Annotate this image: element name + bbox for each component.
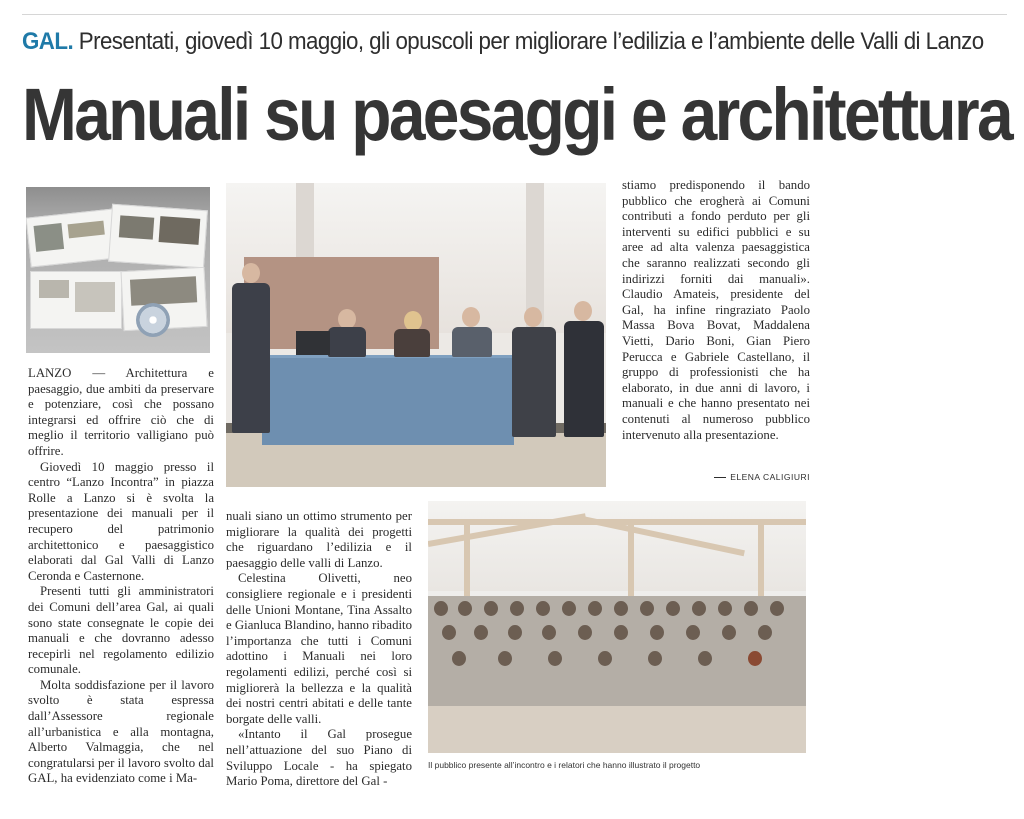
top-rule [22,14,1007,15]
paragraph: Molta soddisfazione per il lavoro svolto è stata espressa dall’Assessore regionale all’urbanistica e alla montagna, Alberto Valmaggia, che nel congratularsi per il lavoro svolto dal GAL, ha evidenziato come i Ma- [28,677,214,786]
paragraph: Giovedì 10 maggio presso il centro “Lanzo Incontra” in piazza Rolle a Lanzo si è svolta la presentazione dei manuali per il recupero del patrimonio architettonico e paesaggistico elaborati dal Gal Valli di Lanzo Ceronda e Casternone. [28,459,214,583]
manual-booklet [108,204,208,269]
byline-dash [714,477,726,478]
article-kicker [22,26,984,58]
article-column-2 [226,509,412,790]
article-column-3 [622,178,810,443]
photo-caption: Il pubblico presente all’incontro e i relatori che hanno illustrato il progetto [428,760,701,770]
paragraph: LANZO — Architettura e paesaggio, due ambiti da preservare e potenziare, così che possano integrarsi ed offrire ciò che di meglio il territorio valligiano può offrire. [28,366,214,458]
author-name: ELENA CALIGIURI [730,472,810,482]
manual-booklet [26,209,118,268]
audience-photo [428,501,806,753]
paragraph: Presenti tutti gli amministratori dei Comuni dell’area Gal, ai quali sono state consegnate le copie dei manuali e che dovranno adesso recepirli nel regolamento edilizio comunale. [28,584,214,677]
kicker-text: Presentati, giovedì 10 maggio, gli opuscoli per migliorare l’edilizia e l’ambiente delle Valli di Lanzo [78,28,984,55]
manuals-photo [26,187,210,353]
paragraph: stiamo predisponendo il bando pubblico che erogherà ai Comuni contributi a fondo perduto per gli interventi su edifici pubblici e su aree ad alta valenza paesaggistica che saranno realizzati secondo gli indirizzi forniti dai manuali». Claudio Amateis, presidente del Gal, ha infine ringraziato Paolo Massa Bova Bovat, Maddalena Vietti, Dario Boni, Gian Piero Perucca e Gabriele Castellano, il gruppo di professionisti che ha elaborato, in due anni di lavoro, i manuali e che hanno presentato nei contenuti al numeroso pubblico intervenuto alla presentazione. [622,178,810,442]
manual-booklet [30,271,122,329]
cd-disc-icon [136,303,170,337]
article-column-1 [28,366,214,787]
laptop-icon [296,331,330,355]
speakers-table [262,355,514,445]
author-byline [710,472,810,482]
paragraph: «Intanto il Gal prosegue nell’attuazione del suo Piano di Sviluppo Locale - ha spiegato Mario Poma, direttore del Gal - [226,727,412,789]
conference-photo [226,183,606,487]
paragraph: Celestina Olivetti, neo consigliere regionale e i presidenti delle Unioni Montane, Tina Assalto e Gianluca Blandino, hanno ribadito l’importanza che tutti i Comuni adottino i Manuali nei loro regolamenti edilizi, perché così si migliorerà la bellezza e la qualità dei nostri centri abitati e delle tante borgate delle valli. [226,571,412,726]
paragraph: nuali siano un ottimo strumento per migliorare la qualità dei progetti che riguardano l’edilizia e il paesaggio delle valli di Lanzo. [226,509,412,570]
article-headline: Manuali su paesaggi e architettura [22,73,1011,156]
kicker-brand: GAL. [22,28,74,55]
